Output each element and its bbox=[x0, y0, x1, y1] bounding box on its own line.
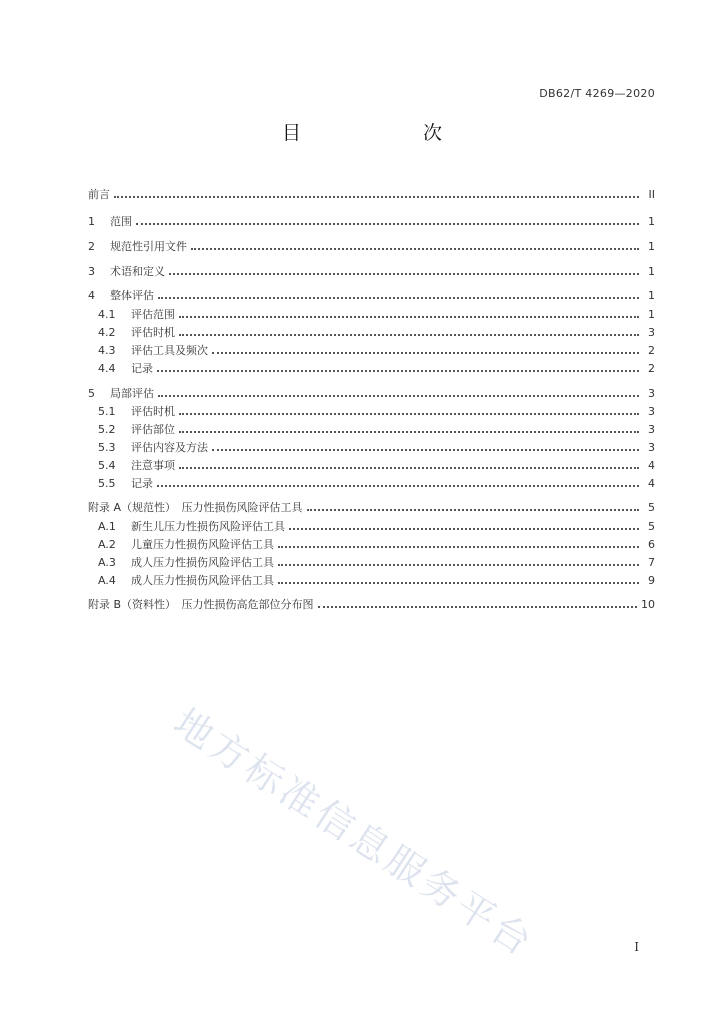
toc-entry-number: 5 bbox=[88, 386, 95, 400]
toc-entry-number: 4.4 bbox=[98, 361, 116, 375]
dot-leader bbox=[114, 196, 639, 198]
toc-entry[interactable] bbox=[98, 571, 655, 589]
toc-entry[interactable] bbox=[98, 474, 655, 492]
toc-entry-label: 评估时机 bbox=[131, 405, 175, 418]
dot-leader bbox=[136, 223, 639, 225]
toc-entry[interactable] bbox=[88, 384, 655, 402]
toc-entry-number: 2 bbox=[88, 239, 95, 253]
toc-entry-number: A.4 bbox=[98, 573, 116, 587]
toc-entry[interactable] bbox=[98, 341, 655, 359]
dot-leader bbox=[278, 546, 639, 548]
toc-entry-label: 术语和定义 bbox=[110, 265, 165, 278]
watermark: 地方标准信息服务平台 bbox=[166, 699, 543, 966]
dot-leader bbox=[158, 297, 639, 299]
toc-entry-number: 5.5 bbox=[98, 476, 116, 490]
dot-leader bbox=[179, 431, 639, 433]
toc-entry-label: 评估内容及方法 bbox=[131, 441, 208, 454]
toc-entry-number: 5.1 bbox=[98, 404, 116, 418]
toc-entry-page: 1 bbox=[648, 214, 655, 228]
toc-entry-page: 1 bbox=[648, 307, 655, 321]
toc-entry-label: 评估部位 bbox=[131, 423, 175, 436]
toc-entry[interactable] bbox=[88, 262, 655, 280]
toc-entry-label: 整体评估 bbox=[110, 289, 154, 302]
dot-leader bbox=[179, 334, 639, 336]
toc-entry-number: 4 bbox=[88, 288, 95, 302]
toc-entry-number: A.3 bbox=[98, 555, 116, 569]
toc-entry-page: 10 bbox=[641, 597, 655, 611]
toc-entry-page: 1 bbox=[648, 288, 655, 302]
toc-entry-page: 1 bbox=[648, 264, 655, 278]
toc-entry[interactable] bbox=[98, 438, 655, 456]
toc-entry[interactable] bbox=[98, 420, 655, 438]
toc-entry-number: 3 bbox=[88, 264, 95, 278]
toc-entry[interactable] bbox=[98, 402, 655, 420]
toc-entry-number: 1 bbox=[88, 214, 95, 228]
toc-entry-label: 评估工具及频次 bbox=[131, 344, 208, 357]
toc-entry[interactable] bbox=[88, 286, 655, 304]
toc-entry[interactable] bbox=[88, 212, 655, 230]
toc-entry-number: 4.1 bbox=[98, 307, 116, 321]
dot-leader bbox=[157, 370, 639, 372]
toc-entry-label: 附录 B（资料性） 压力性损伤高危部位分布图 bbox=[88, 598, 314, 611]
toc-entry-label: 成人压力性损伤风险评估工具 bbox=[131, 574, 274, 587]
toc-entry-page: 2 bbox=[648, 361, 655, 375]
toc-entry-page: 5 bbox=[648, 500, 655, 514]
toc-entry-page: 3 bbox=[648, 440, 655, 454]
dot-leader bbox=[169, 273, 639, 275]
toc-entry[interactable] bbox=[88, 237, 655, 255]
toc-entry-page: 4 bbox=[648, 476, 655, 490]
dot-leader bbox=[179, 467, 639, 469]
dot-leader bbox=[318, 606, 637, 608]
dot-leader bbox=[158, 395, 639, 397]
toc-entry-label: 新生儿压力性损伤风险评估工具 bbox=[131, 520, 285, 533]
dot-leader bbox=[191, 248, 639, 250]
toc-entry-page: 1 bbox=[648, 239, 655, 253]
toc-entry-page: 4 bbox=[648, 458, 655, 472]
toc-entry-number: 4.3 bbox=[98, 343, 116, 357]
toc-entry-label: 前言 bbox=[88, 188, 110, 201]
dot-leader bbox=[289, 528, 639, 530]
dot-leader bbox=[179, 413, 639, 415]
toc-entry[interactable] bbox=[98, 323, 655, 341]
toc-entry-number: 5.2 bbox=[98, 422, 116, 436]
toc-entry-number: A.1 bbox=[98, 519, 116, 533]
dot-leader bbox=[157, 485, 639, 487]
toc-entry-page: 3 bbox=[648, 422, 655, 436]
dot-leader bbox=[278, 564, 639, 566]
toc-entry[interactable] bbox=[88, 595, 655, 613]
toc-entry[interactable] bbox=[98, 517, 655, 535]
toc-entry-label: 范围 bbox=[110, 215, 132, 228]
document-code: DB62/T 4269—2020 bbox=[539, 87, 655, 100]
toc-entry-page: II bbox=[648, 187, 655, 201]
toc-entry[interactable] bbox=[88, 498, 655, 516]
toc-entry-number: A.2 bbox=[98, 537, 116, 551]
dot-leader bbox=[278, 582, 639, 584]
toc-entry[interactable] bbox=[98, 553, 655, 571]
toc-entry[interactable] bbox=[98, 456, 655, 474]
toc-entry-label: 记录 bbox=[131, 362, 153, 375]
dot-leader bbox=[179, 316, 639, 318]
toc-entry-page: 9 bbox=[648, 573, 655, 587]
dot-leader bbox=[307, 509, 639, 511]
toc-entry[interactable] bbox=[98, 305, 655, 323]
toc-entry-label: 注意事项 bbox=[131, 459, 175, 472]
toc-entry-page: 5 bbox=[648, 519, 655, 533]
toc-entry-label: 儿童压力性损伤风险评估工具 bbox=[131, 538, 274, 551]
toc-entry[interactable] bbox=[98, 359, 655, 377]
toc-entry-page: 2 bbox=[648, 343, 655, 357]
toc-entry-label: 局部评估 bbox=[110, 387, 154, 400]
page-number: I bbox=[634, 940, 639, 954]
toc-entry-page: 7 bbox=[648, 555, 655, 569]
toc-entry-page: 3 bbox=[648, 325, 655, 339]
toc-entry-label: 评估范围 bbox=[131, 308, 175, 321]
toc-entry-label: 规范性引用文件 bbox=[110, 240, 187, 253]
dot-leader bbox=[212, 352, 639, 354]
toc-entry-label: 评估时机 bbox=[131, 326, 175, 339]
dot-leader bbox=[212, 449, 639, 451]
toc-entry-label: 成人压力性损伤风险评估工具 bbox=[131, 556, 274, 569]
toc-entry-number: 5.3 bbox=[98, 440, 116, 454]
toc-entry-page: 3 bbox=[648, 404, 655, 418]
toc-entry-number: 5.4 bbox=[98, 458, 116, 472]
toc-entry[interactable] bbox=[98, 535, 655, 553]
toc-entry[interactable] bbox=[88, 185, 655, 203]
toc-entry-page: 3 bbox=[648, 386, 655, 400]
toc-entry-label: 记录 bbox=[131, 477, 153, 490]
toc-entry-label: 附录 A（规范性） 压力性损伤风险评估工具 bbox=[88, 501, 303, 514]
toc-title: 目 次 bbox=[281, 122, 470, 144]
toc-entry-page: 6 bbox=[648, 537, 655, 551]
toc-entry-number: 4.2 bbox=[98, 325, 116, 339]
